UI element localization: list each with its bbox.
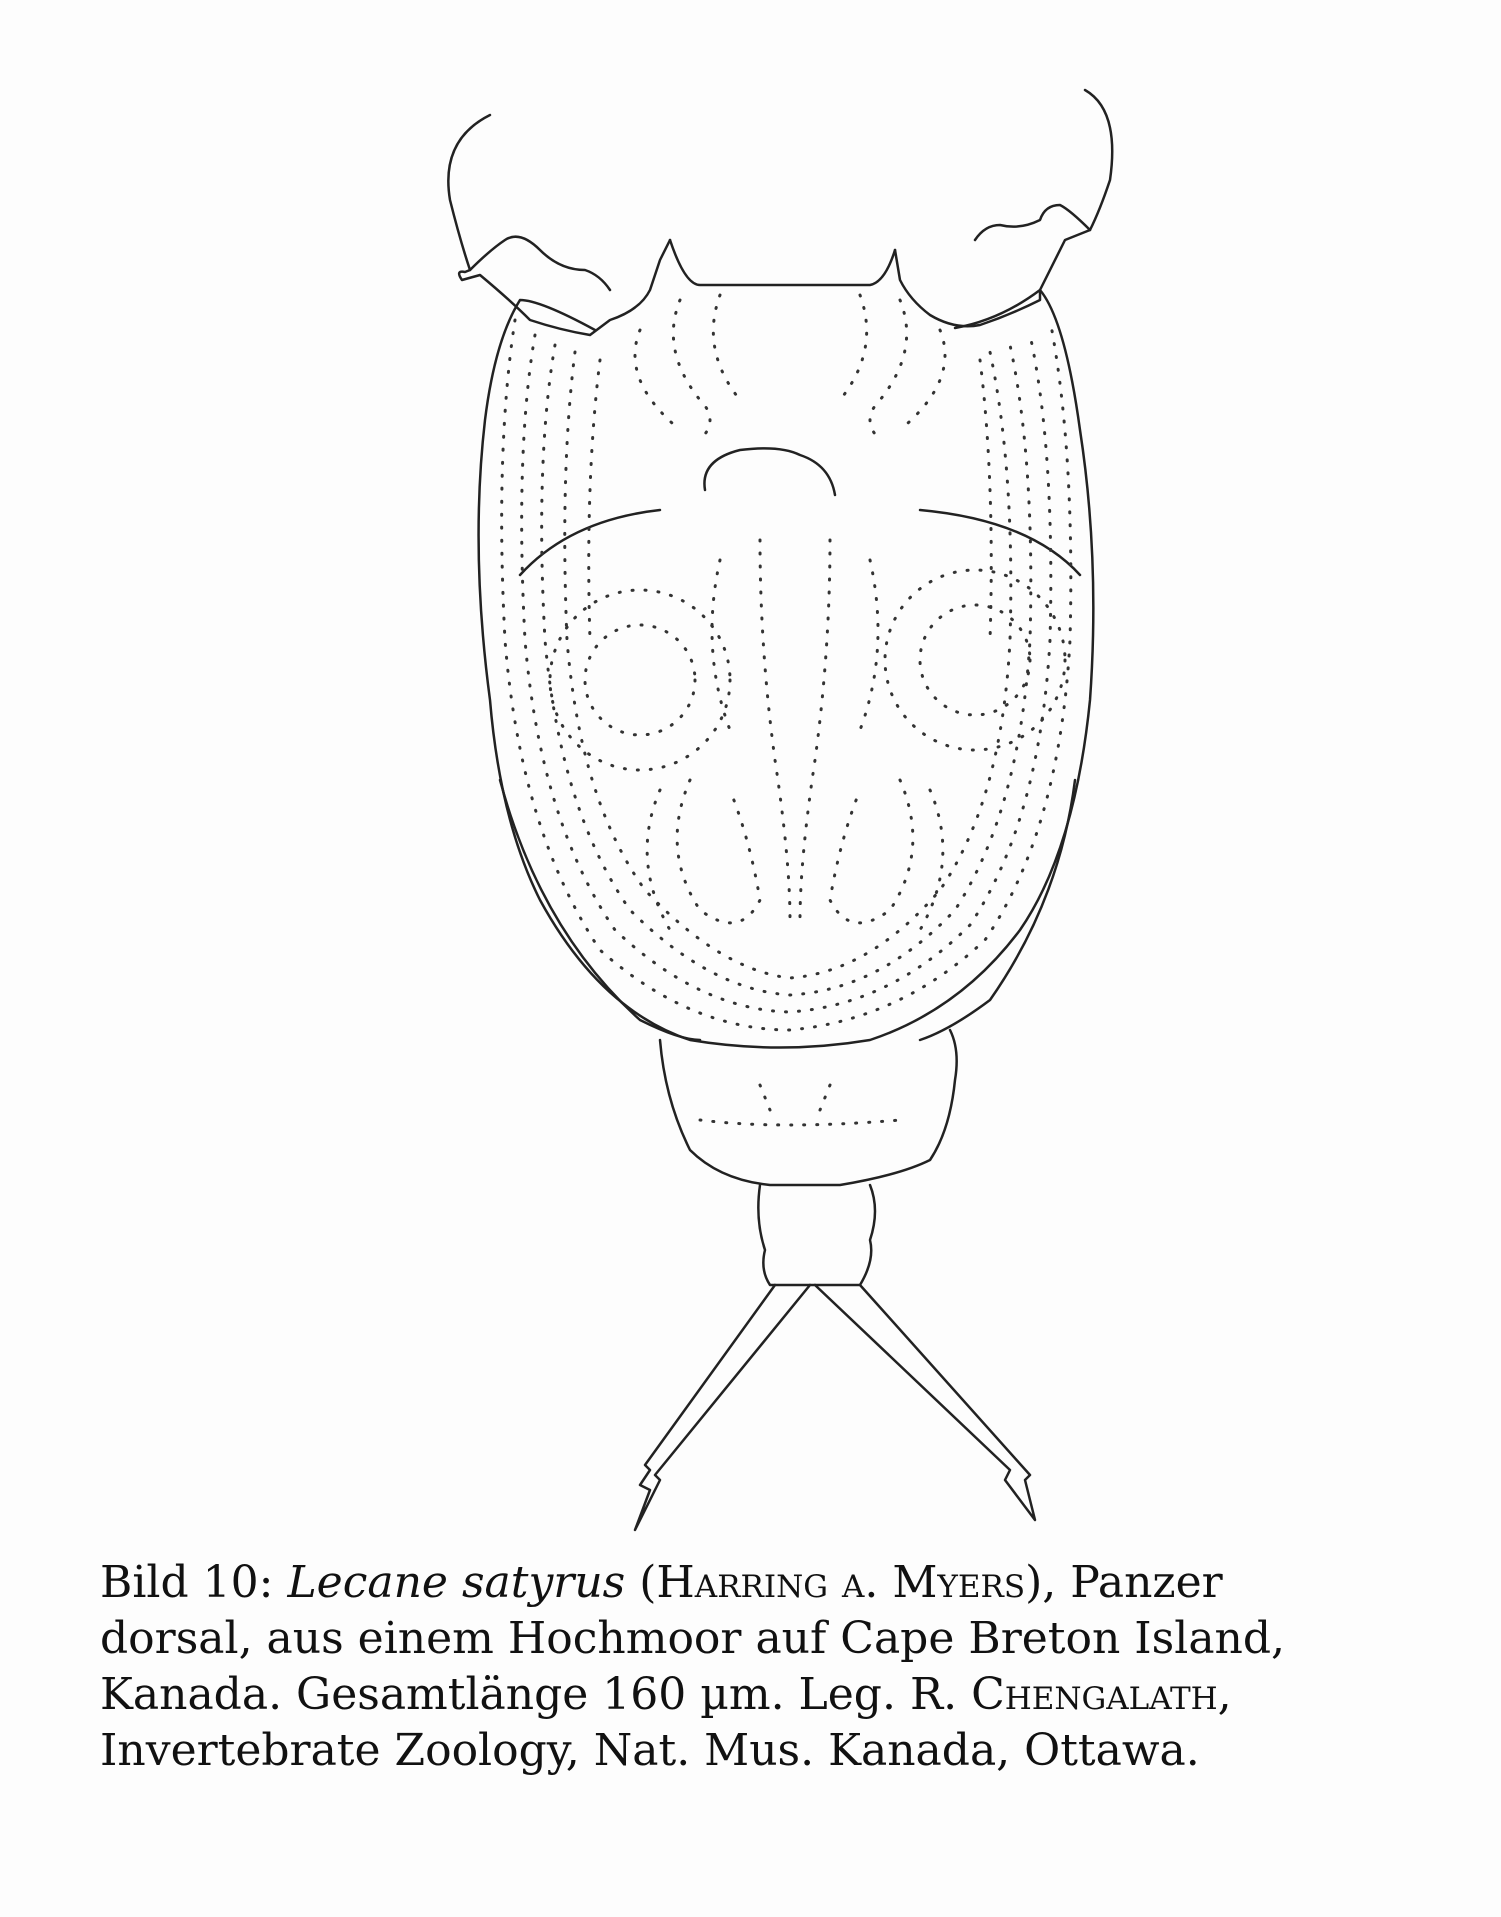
- right-horn-inner: [975, 205, 1090, 240]
- right-toe: [815, 1285, 1035, 1520]
- left-toe: [635, 1285, 810, 1530]
- left-horn-inner: [470, 237, 610, 290]
- right-shoulder-ridge: [920, 510, 1080, 575]
- head-margin: [670, 240, 895, 285]
- figure-caption: [100, 1555, 1430, 1779]
- caption-line-2: dorsal, aus einem Hochmoor auf Cape Breton Island,: [100, 1613, 1286, 1664]
- lorica-outline: [448, 90, 1112, 1530]
- figure-label: Bild 10:: [100, 1557, 274, 1608]
- caption-line-4: Invertebrate Zoology, Nat. Mus. Kanada, Ottawa.: [100, 1725, 1200, 1776]
- caption-line-3: [100, 1667, 1430, 1723]
- collector-name: Chengalath,: [971, 1669, 1232, 1720]
- caption-line-3-text: Kanada. Gesamtlänge 160 µm. Leg. R.: [100, 1669, 958, 1720]
- caption-line-1: [100, 1555, 1430, 1611]
- right-lateral-plate: [920, 780, 1075, 1040]
- right-horn: [895, 90, 1112, 326]
- toe-stem: [758, 1185, 875, 1285]
- dorsal-head-ridge: [704, 448, 835, 495]
- species-authors: (Harring a. Myers),: [639, 1557, 1057, 1608]
- lorica-stipple: [502, 295, 1071, 1125]
- caption-line-1-rest: Panzer: [1070, 1557, 1223, 1608]
- foot-segment: [660, 1030, 957, 1185]
- left-horn: [448, 115, 670, 335]
- left-lateral-plate: [500, 780, 700, 1040]
- species-name: Lecane satyrus: [287, 1557, 626, 1608]
